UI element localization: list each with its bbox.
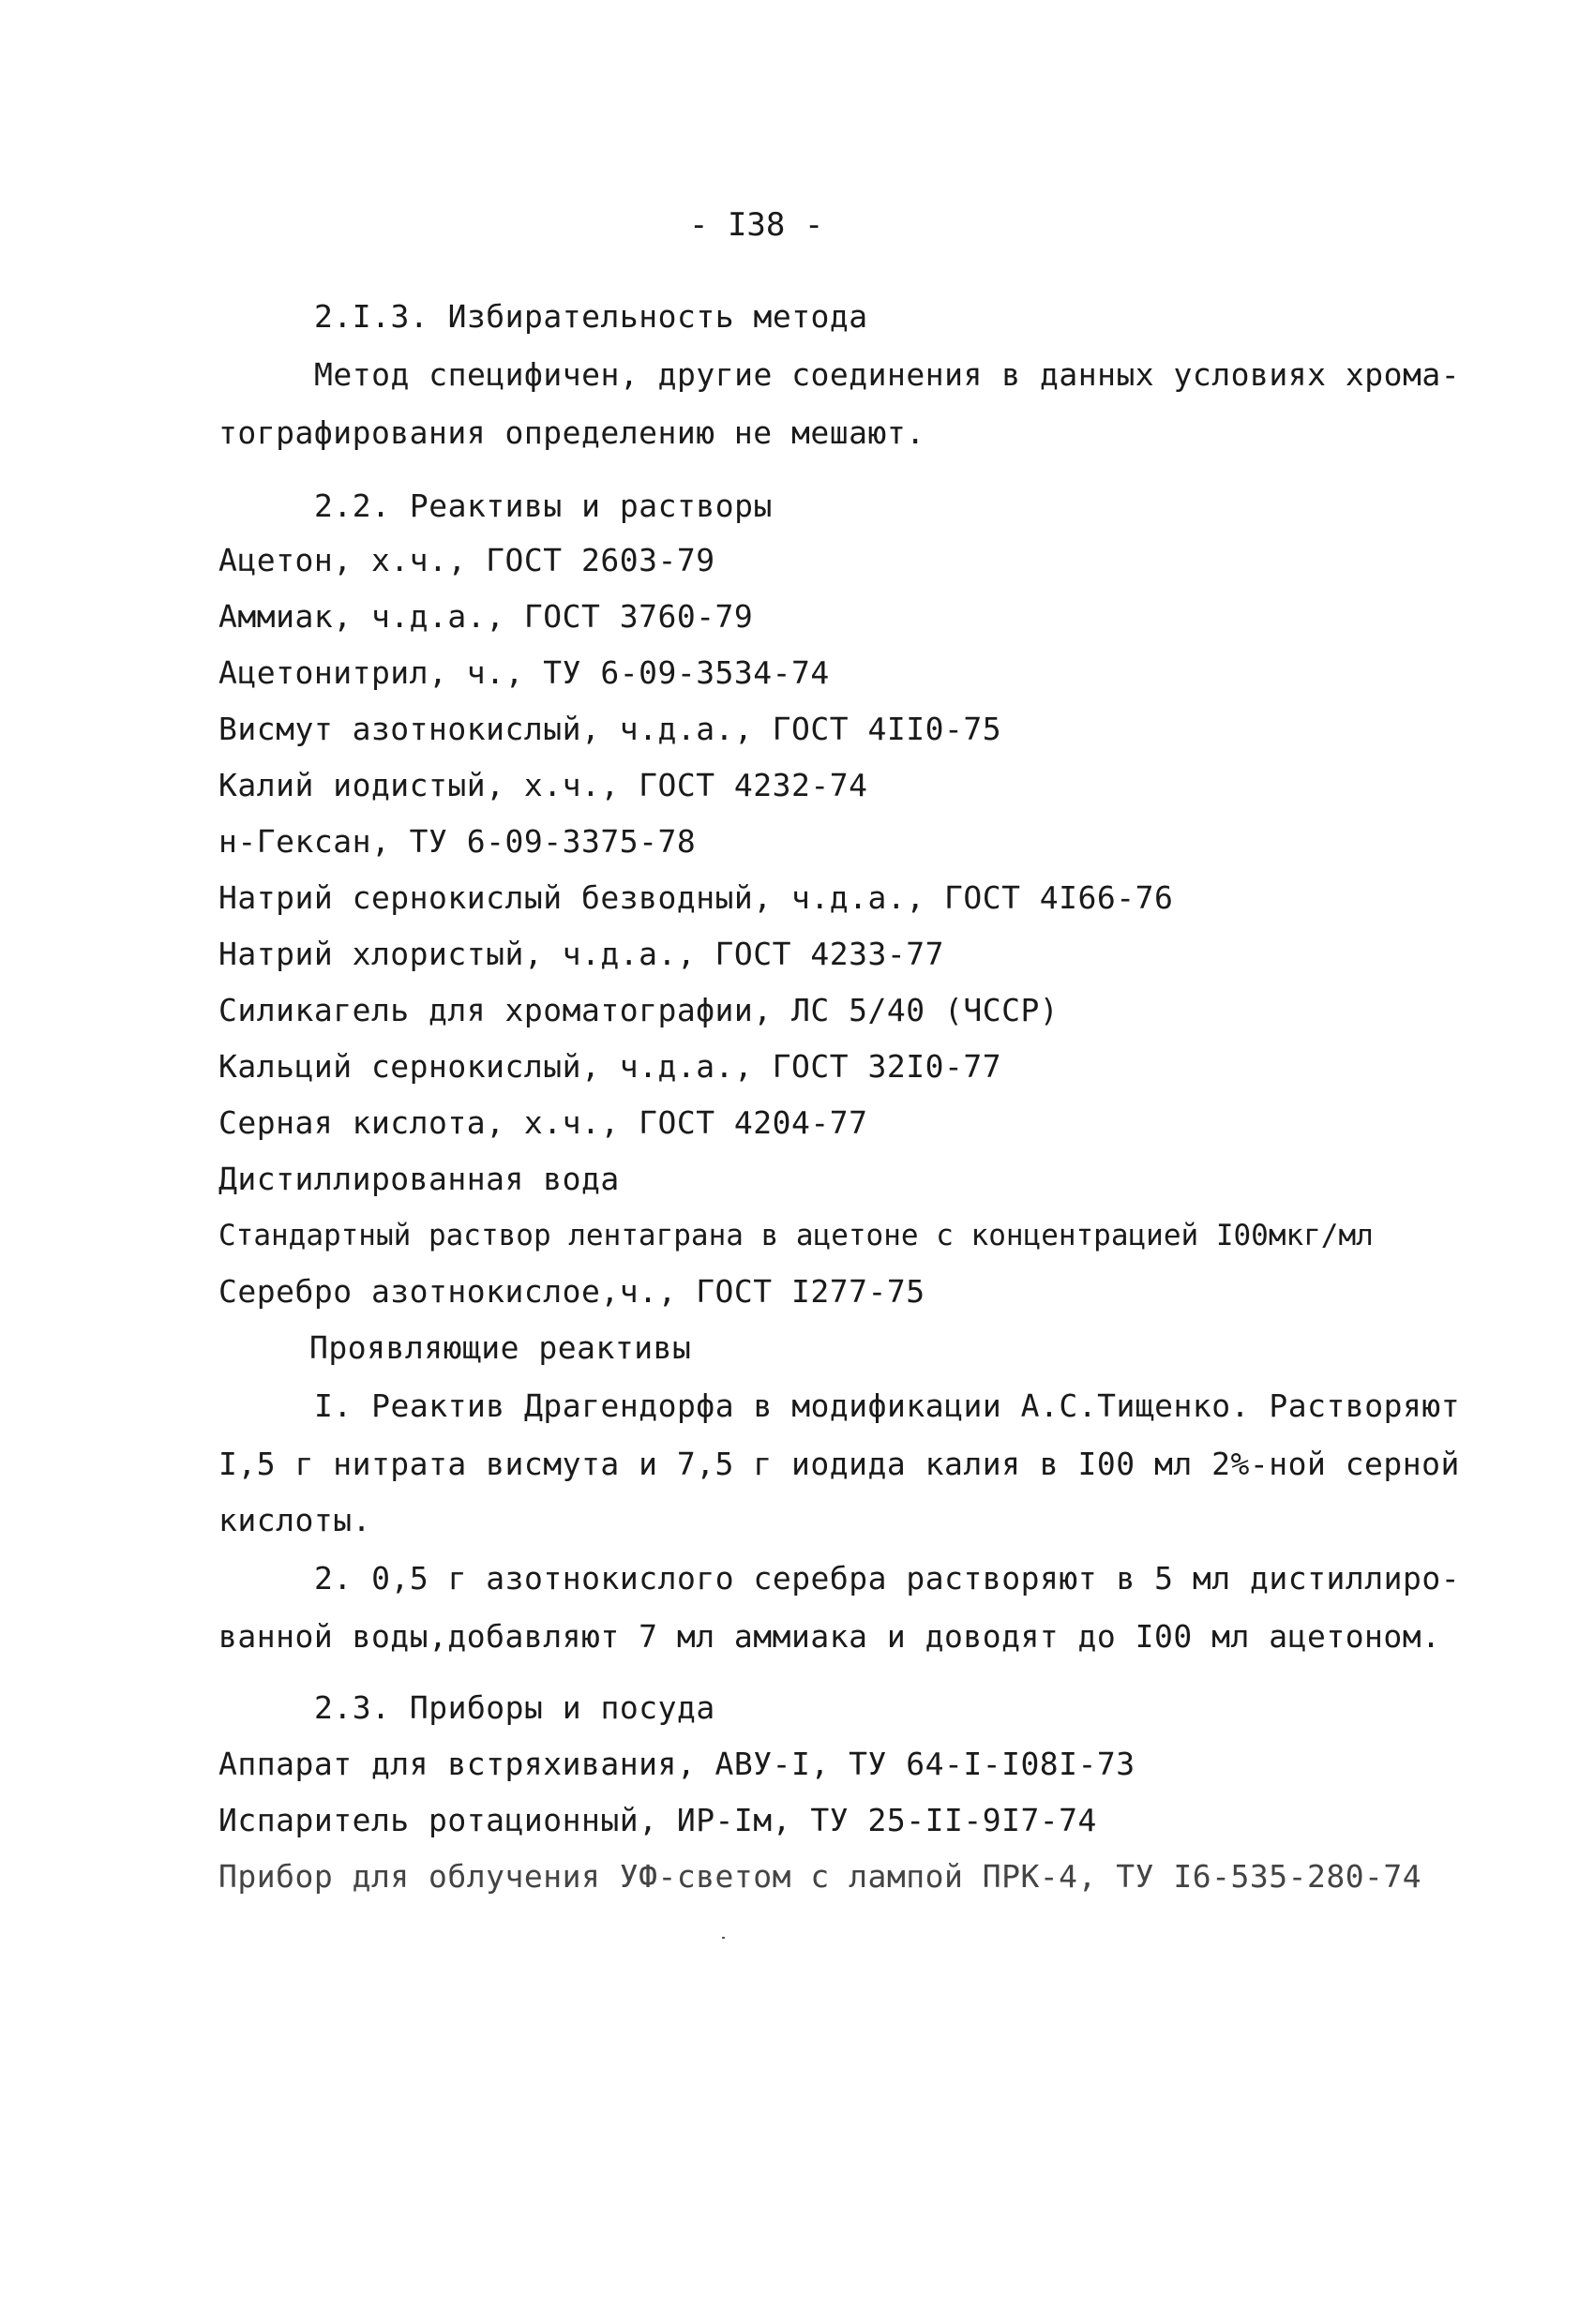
equipment-list-item: Прибор для облучения УФ-светом с лампой ПРК-4, ТУ I6-535-280-74 [218,1858,1422,1895]
reagent-2-text-line-1: 2. 0,5 г азотнокислого серебра растворяют в 5 мл дистиллиро- [314,1560,1461,1597]
reagent-list-item: Натрий хлористый, ч.д.а., ГОСТ 4233-77 [218,936,944,972]
reagent-list-item: Стандартный раствор лентаграна в ацетоне с концентрацией I00мкг/мл [218,1219,1374,1252]
reagent-1-text-line-2: I,5 г нитрата висмута и 7,5 г иодида калия в I00 мл 2%-ной серной [218,1446,1460,1482]
developing-reagents-heading: Проявляющие реактивы [309,1329,692,1366]
reagent-list-item: н-Гексан, ТУ 6-09-3375-78 [218,823,697,860]
section-2-1-3-heading: 2.I.3. Избирательность метода [314,298,868,335]
reagent-list-item: Ацетонитрил, ч., ТУ 6-09-3534-74 [218,654,830,691]
reagent-list-item: Силикагель для хроматографии, ЛС 5/40 (ЧССР) [218,992,1060,1028]
reagent-2-text-line-2: ванной воды,добавляют 7 мл аммиака и доводят до I00 мл ацетоном. [218,1618,1441,1655]
reagent-list-item: Кальций сернокислый, ч.д.а., ГОСТ 32I0-77 [218,1048,1002,1085]
reagent-list-item: Дистиллированная вода [218,1161,620,1197]
page-number: - I38 - [689,206,824,244]
section-2-1-3-text-line-2: тографирования определению не мешают. [218,414,925,451]
section-2-2-heading: 2.2. Реактивы и растворы [314,487,773,524]
reagent-list-item: Серебро азотнокислое,ч., ГОСТ I277-75 [218,1273,925,1310]
equipment-list-item: Испаритель ротационный, ИР-Iм, ТУ 25-II-9I7-74 [218,1802,1097,1838]
section-2-1-3-text-line-1: Метод специфичен, другие соединения в данных условиях хрома- [314,356,1461,393]
reagent-list-item: Висмут азотнокислый, ч.д.а., ГОСТ 4II0-75 [218,711,1002,747]
reagent-list-item: Серная кислота, х.ч., ГОСТ 4204-77 [218,1104,868,1141]
reagent-list-item: Ацетон, х.ч., ГОСТ 2603-79 [218,542,715,578]
reagent-1-text-line-1: I. Реактив Драгендорфа в модификации А.С.Тищенко. Растворяют [314,1387,1461,1424]
equipment-list-item: Аппарат для встряхивания, АВУ-I, ТУ 64-I-I08I-73 [218,1746,1135,1782]
reagent-list-item: Натрий сернокислый безводный, ч.д.а., ГОСТ 4I66-76 [218,879,1174,916]
section-2-3-heading: 2.3. Приборы и посуда [314,1689,715,1726]
reagent-list-item: Калий иодистый, х.ч., ГОСТ 4232-74 [218,767,868,803]
scan-speck [722,1937,725,1939]
reagent-list-item: Аммиак, ч.д.а., ГОСТ 3760-79 [218,598,754,635]
reagent-1-text-line-3: кислоты. [218,1502,371,1538]
